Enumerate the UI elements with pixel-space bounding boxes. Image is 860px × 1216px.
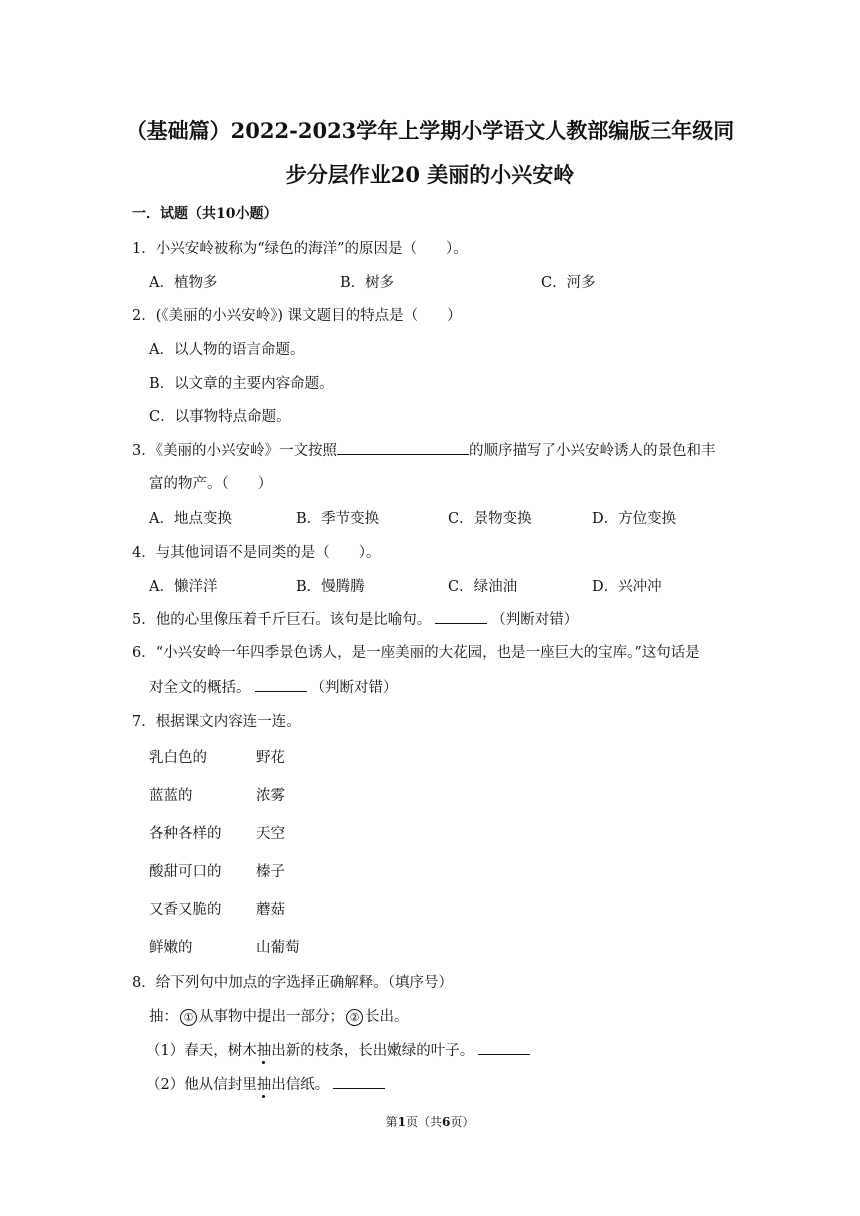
sentence-2-end: 出信纸。 [271, 1077, 330, 1093]
question-4-option-a: A．懒洋洋 [149, 579, 218, 595]
answer-blank[interactable] [333, 1074, 385, 1089]
question-2-stem: 2．(《美丽的小兴安岭》) 课文题目的特点是（ ） [132, 308, 462, 324]
match-left-item[interactable]: 酸甜可口的 [149, 864, 222, 880]
question-4-option-b: B．慢腾腾 [296, 579, 365, 595]
question-6-suffix: （判断对错） [310, 680, 398, 696]
question-1-option-a: A．植物多 [149, 275, 218, 291]
question-3-option-c: C．景物变换 [448, 511, 532, 527]
answer-blank[interactable] [435, 609, 487, 624]
footer-prefix: 第 [385, 1115, 398, 1129]
answer-blank[interactable] [478, 1040, 530, 1055]
current-page-number: 1 [397, 1115, 406, 1129]
match-right-item[interactable]: 蘑菇 [256, 902, 285, 918]
question-4-option-c: C．绿油油 [448, 579, 518, 595]
question-2-option-b: B．以文章的主要内容命题。 [149, 376, 334, 392]
question-2-option-c: C．以事物特点命题。 [149, 409, 291, 425]
question-5-suffix: （判断对错） [491, 612, 579, 628]
question-5-stem: 5．他的心里像压着千斤巨石。该句是比喻句。 [132, 612, 432, 628]
sentence-1-end: 出新的枝条，长出嫩绿的叶子。 [271, 1043, 475, 1059]
question-8-stem: 8．给下列句中加点的字选择正确解释。（填序号） [132, 975, 453, 991]
answer-blank[interactable] [337, 440, 469, 455]
question-1-option-c: C．河多 [541, 275, 596, 291]
question-3-stem-end: 的顺序描写了小兴安岭诱人的景色和丰 [468, 443, 716, 459]
sentence-2-start: （2）他从信封里 [146, 1077, 257, 1093]
match-left-item[interactable]: 鲜嫩的 [149, 940, 193, 956]
question-5 [132, 608, 578, 629]
section-heading: 一．试题（共10小题） [132, 206, 278, 222]
footer-middle: 页（共 [405, 1115, 442, 1129]
question-3-stem-line-2: 富的物产。（ ） [149, 476, 273, 492]
question-1-stem: 1．小兴安岭被称为“绿色的海洋”的原因是（ ）。 [132, 241, 468, 257]
question-1-option-b: B．树多 [340, 275, 395, 291]
page-title-line-1: （基础篇）2022-2023学年上学期小学语文人教部编版三年级同 [125, 118, 735, 143]
question-3-option-d: D．方位变换 [592, 511, 677, 527]
question-3-stem-start: 3．《美丽的小兴安岭》一文按照 [132, 443, 337, 459]
page-title-line-2: 步分层作业20 美丽的小兴安岭 [285, 162, 575, 187]
match-left-item[interactable]: 又香又脆的 [149, 902, 222, 918]
sentence-1-start: （1）春天，树木 [146, 1043, 257, 1059]
question-8-sentence-1 [146, 1039, 534, 1060]
question-6-stem-end: 对全文的概括。 [149, 680, 251, 696]
definition-2: 长出。 [365, 1009, 409, 1025]
circled-one: ① [180, 1009, 197, 1026]
question-8-sentence-2 [146, 1073, 389, 1094]
match-right-item[interactable]: 山葡萄 [256, 940, 300, 956]
answer-blank[interactable] [255, 677, 307, 692]
question-4-stem: 4．与其他词语不是同类的是（ ）。 [132, 545, 381, 561]
page-footer [0, 1113, 860, 1130]
question-3-option-b: B．季节变换 [296, 511, 380, 527]
question-8-definitions [149, 1005, 409, 1026]
circled-two: ② [346, 1009, 363, 1026]
match-right-item[interactable]: 野花 [256, 750, 285, 766]
question-6-line-2 [149, 676, 398, 697]
dotted-char: 抽 [256, 1077, 272, 1093]
definition-1: 从事物中提出一部分； [199, 1009, 344, 1025]
match-right-item[interactable]: 榛子 [256, 864, 285, 880]
definition-prefix: 抽： [149, 1009, 178, 1025]
question-4-option-d: D．兴冲冲 [592, 579, 662, 595]
footer-suffix: 页） [450, 1115, 475, 1129]
question-3-option-a: A．地点变换 [149, 511, 232, 527]
match-right-item[interactable]: 天空 [256, 826, 285, 842]
match-left-item[interactable]: 乳白色的 [149, 750, 207, 766]
question-7-stem: 7．根据课文内容连一连。 [132, 714, 301, 730]
question-2-option-a: A．以人物的语言命题。 [149, 342, 305, 358]
dotted-char: 抽 [256, 1043, 272, 1059]
match-right-item[interactable]: 浓雾 [256, 788, 285, 804]
question-6-line-1: 6．“小兴安岭一年四季景色诱人，是一座美丽的大花园，也是一座巨大的宝库。”这句话是 [132, 645, 700, 661]
total-page-count: 6 [442, 1115, 451, 1129]
question-3-stem [132, 439, 715, 460]
match-left-item[interactable]: 蓝蓝的 [149, 788, 193, 804]
match-left-item[interactable]: 各种各样的 [149, 826, 222, 842]
